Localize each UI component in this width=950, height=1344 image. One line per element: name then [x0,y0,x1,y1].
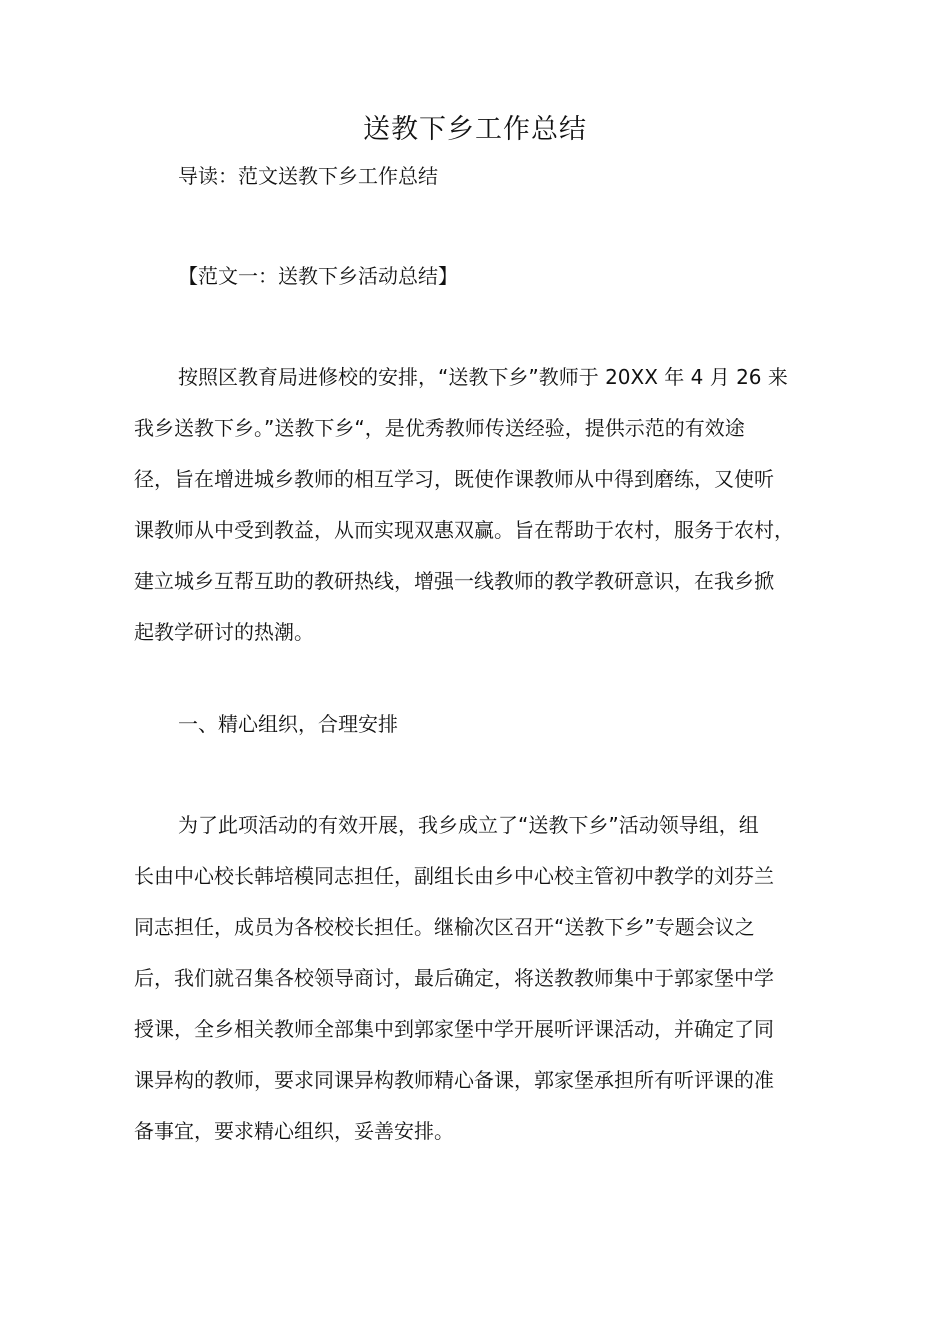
paragraph-1-line: 径，旨在增进城乡教师的相互学习，既使作课教师从中得到磨练，又使听 [134,467,774,491]
paragraph-2-line: 长由中心校长韩培模同志担任，副组长由乡中心校主管初中教学的刘芬兰 [134,864,774,888]
paragraph-1 [134,352,824,658]
paragraph-1-line: 起教学研讨的热潮。 [134,620,314,644]
paragraph-1-line: 建立城乡互帮互助的教研热线，增强一线教师的教学教研意识，在我乡掀 [134,569,774,593]
subheading-1: 一、精心组织，合理安排 [178,712,398,736]
paragraph-2-line: 为了此项活动的有效开展，我乡成立了“送教下乡”活动领导组，组 [178,813,759,837]
paragraph-2-line: 同志担任，成员为各校校长担任。继榆次区召开“送教下乡”专题会议之 [134,915,755,939]
section-heading: 【范文一：送教下乡活动总结】 [178,264,458,288]
paragraph-1-line: 按照区教育局进修校的安排，“送教下乡”教师于 20XX 年 4 月 26 来 [178,365,788,389]
paragraph-2-line: 备事宜，要求精心组织，妥善安排。 [134,1119,454,1143]
paragraph-2-line: 授课，全乡相关教师全部集中到郭家堡中学开展听评课活动，并确定了同 [134,1017,774,1041]
intro-line: 导读：范文送教下乡工作总结 [178,164,438,188]
paragraph-2-line: 后，我们就召集各校领导商讨，最后确定，将送教教师集中于郭家堡中学 [134,966,774,990]
document-title: 送教下乡工作总结 [363,114,587,145]
paragraph-1-line: 我乡送教下乡。”送教下乡“，是优秀教师传送经验，提供示范的有效途 [134,416,745,440]
paragraph-2-line: 课异构的教师，要求同课异构教师精心备课，郭家堡承担所有听评课的准 [134,1068,774,1092]
paragraph-2 [134,800,824,1157]
paragraph-1-line: 课教师从中受到教益，从而实现双惠双赢。旨在帮助于农村，服务于农村， [134,518,794,542]
